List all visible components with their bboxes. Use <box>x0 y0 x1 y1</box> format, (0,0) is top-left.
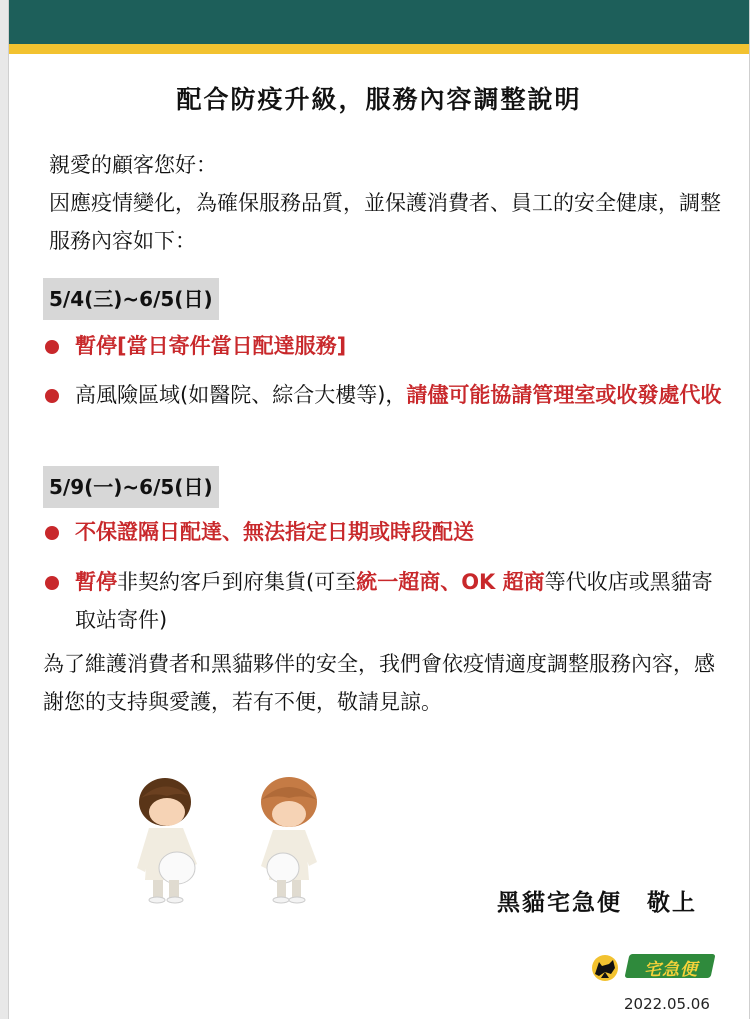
section2-item2-highlight-b: 統一超商、OK 超商 <box>356 570 545 594</box>
bullet-icon <box>45 526 59 540</box>
bullet-icon <box>45 576 59 590</box>
bullet-icon <box>45 389 59 403</box>
period-label-2: 5/9(一)~6/5(日) <box>43 466 219 508</box>
bullet-icon <box>45 340 59 354</box>
section1-item1: 暫停[當日寄件當日配達服務] <box>75 334 347 358</box>
section2-item2-text-a: 非契約客戶到府集貨(可至 <box>117 570 357 594</box>
section2-item2-text-b: 等代收店或黑貓寄取站寄件) <box>75 570 713 632</box>
section2-item2 <box>75 563 725 639</box>
logo-text: 宅急便 <box>644 960 698 980</box>
bowing-girl-illustration <box>249 772 329 904</box>
section1-item2-highlight: 請儘可能協請管理室或收發處代收 <box>406 383 722 407</box>
section1-item2 <box>75 376 725 414</box>
period-label-1: 5/4(三)~6/5(日) <box>43 278 219 320</box>
notice-page <box>8 0 750 1019</box>
section1-item2-text: 高風險區域(如醫院、綜合大樓等)， <box>75 383 407 407</box>
issue-date: 2022.05.06 <box>624 995 710 1013</box>
section2-item2-highlight-a: 暫停 <box>75 570 117 594</box>
header-gold-band <box>9 44 749 54</box>
closing-paragraph: 為了維護消費者和黑貓夥伴的安全，我們會依疫情適度調整服務內容，感謝您的支持與愛護，若有不便，敬請見諒。 <box>43 652 715 714</box>
yamato-logo <box>587 952 715 982</box>
black-cat-icon <box>587 952 623 982</box>
bowing-boy-illustration <box>127 772 207 904</box>
intro-paragraph: 因應疫情變化，為確保服務品質，並保護消費者、員工的安全健康，調整服務內容如下： <box>49 191 721 253</box>
header-teal-band <box>9 0 749 44</box>
section2-item1: 不保證隔日配達、無法指定日期或時段配送 <box>75 520 474 544</box>
greeting: 親愛的顧客您好： <box>49 153 217 177</box>
signature: 黑貓宅急便 敬上 <box>497 890 697 916</box>
page-title: 配合防疫升級，服務內容調整說明 <box>176 85 582 114</box>
